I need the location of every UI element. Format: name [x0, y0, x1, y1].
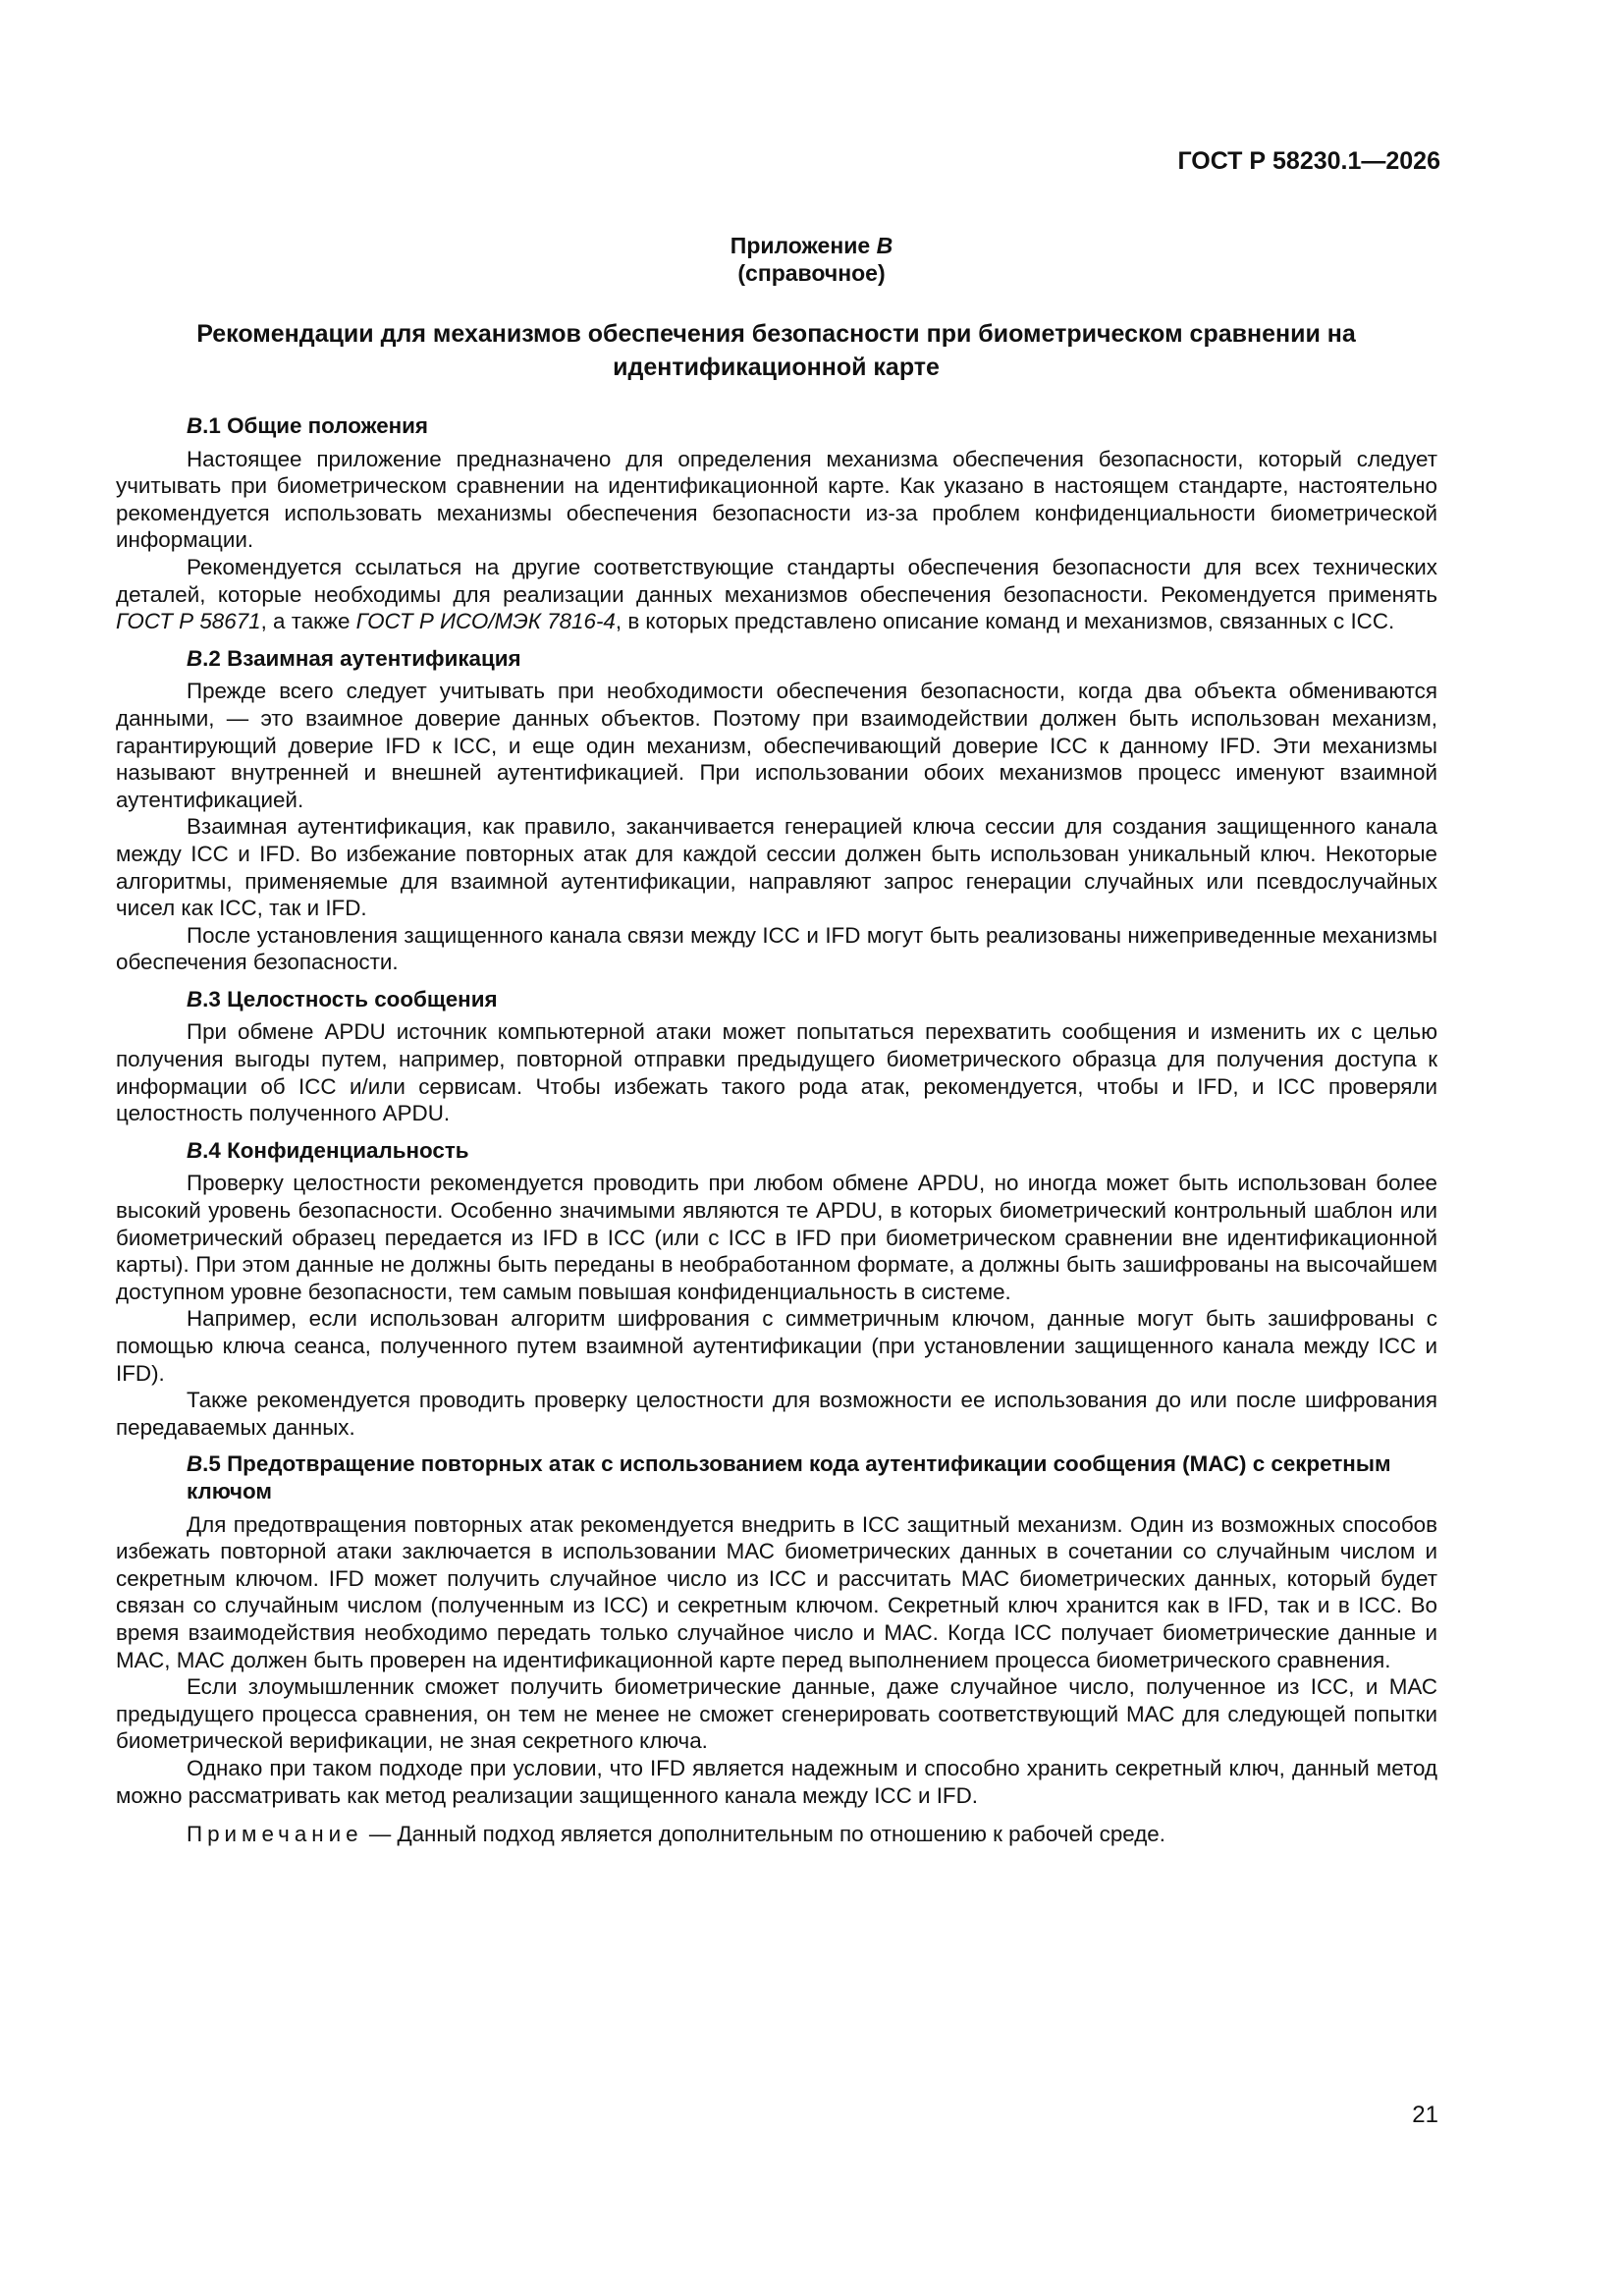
note [116, 1821, 1437, 1848]
note-text: — Данный подход является дополнительным по отношению к рабочей среде. [362, 1822, 1165, 1847]
annex-type: (справочное) [737, 260, 886, 286]
paragraph: При обмене APDU источник компьютерной атаки может попытаться перехватить сообщения и изменить их с целью получения выгоды путем, например, повторной отправки предыдущего биометрического образца для получения доступа к информации об ICC и/или сервисам. Чтобы избежать такого рода атак, рекомендуется, чтобы и IFD, и ICC проверяли целостность полученного APDU. [116, 1019, 1437, 1126]
note-label: Примечание [187, 1822, 363, 1847]
page-number: 21 [1412, 2102, 1438, 2128]
section-heading-b5: B.5 Предотвращение повторных атак с использованием кода аутентификации сообщения (МАС) с секретным ключом [187, 1451, 1391, 1503]
paragraph: Однако при таком подходе при условии, что IFD является надежным и способно хранить секретный ключ, данный метод можно рассматривать как метод реализации защищенного канала между ICC и IFD. [116, 1755, 1437, 1808]
paragraph: Рекомендуется ссылаться на другие соответствующие стандарты обеспечения безопасности для всех технических деталей, которые необходимы для реализации данных механизмов обеспечения безопасности. Рекомендуется применять ГОСТ Р 58671, а также ГОСТ Р ИСО/МЭК 7816-4, в которых представлено описание команд и механизмов, связанных с ICC. [116, 554, 1437, 634]
annex-letter: B [876, 233, 893, 258]
paragraph: Если злоумышленник сможет получить биометрические данные, даже случайное число, полученное из ICC, и МАС предыдущего процесса сравнения, он тем не менее не сможет сгенерировать соответствующий МАС для следующей попытки биометрической верификации, не зная секретного ключа. [116, 1674, 1437, 1754]
standard-reference: ГОСТ Р ИСО/МЭК 7816-4 [355, 609, 616, 634]
annex-label: Приложение B [730, 233, 893, 258]
annex-heading [0, 232, 1623, 287]
section-heading-b2: B.2 Взаимная аутентификация [187, 645, 521, 671]
paragraph: Для предотвращения повторных атак рекомендуется внедрить в ICC защитный механизм. Один из возможных способов избежать повторной атаки заключается в использовании МАС биометрических данных в сочетании со случайным числом и секретным ключом. IFD может получить случайное число из ICC и рассчитать МАС биометрических данных, который будет связан со случайным числом (полученным из ICC) и секретным ключом. Секретный ключ хранится как в IFD, так и в ICC. Во время взаимодействия необходимо передать только случайное число и МАС. Когда ICC получает биометрические данные и МАС, МАС должен быть проверен на идентификационной карте перед выполнением процесса биометрического сравнения. [116, 1511, 1437, 1672]
paragraph: Настоящее приложение предназначено для определения механизма обеспечения безопасности, который следует учитывать при биометрическом сравнении на идентификационной карте. Как указано в настоящем стандарте, настоятельно рекомендуется использовать механизмы обеспечения безопасности из-за проблем конфиденциальности биометрической информации. [116, 446, 1437, 553]
paragraph: Прежде всего следует учитывать при необходимости обеспечения безопасности, когда два объекта обмениваются данными, — это взаимное доверие данных объектов. Поэтому при взаимодействии должен быть использован механизм, гарантирующий доверие IFD к ICC, и еще один механизм, обеспечивающий доверие ICC к данному IFD. Эти механизмы называют внутренней и внешней аутентификацией. При использовании обоих механизмов процесс именуют взаимной аутентификацией. [116, 679, 1437, 812]
section-heading-b3: B.3 Целостность сообщения [187, 986, 498, 1011]
document-code: ГОСТ Р 58230.1—2026 [1177, 147, 1440, 175]
section-heading-b4: B.4 Конфиденциальность [187, 1137, 469, 1163]
standard-reference: ГОСТ Р 58671 [116, 609, 261, 634]
paragraph: Также рекомендуется проводить проверку целостности для возможности ее использования до или после шифрования передаваемых данных. [116, 1388, 1437, 1440]
paragraph: Например, если использован алгоритм шифрования с симметричным ключом, данные могут быть зашифрованы с помощью ключа сеанса, полученного путем взаимной аутентификации (при установлении защищенного канала между ICC и IFD). [116, 1306, 1437, 1386]
paragraph: После установления защищенного канала связи между ICC и IFD могут быть реализованы нижеприведенные механизмы обеспечения безопасности. [116, 922, 1437, 975]
annex-title: Рекомендации для механизмов обеспечения безопасности при биометрическом сравнении на идентификационной карте [196, 320, 1356, 381]
document-body [116, 412, 1437, 1848]
section-heading-b1: B.1 Общие положения [187, 413, 428, 438]
paragraph: Взаимная аутентификация, как правило, заканчивается генерацией ключа сессии для создания защищенного канала между ICC и IFD. Во избежание повторных атак для каждой сессии должен быть использован уникальный ключ. Некоторые алгоритмы, применяемые для взаимной аутентификации, направляют запрос генерации случайных или псевдослучайных чисел как ICC, так и IFD. [116, 814, 1437, 921]
paragraph: Проверку целостности рекомендуется проводить при любом обмене APDU, но иногда может быть использован более высокий уровень безопасности. Особенно значимыми являются те APDU, в которых биометрический контрольный шаблон или биометрический образец передается из IFD в ICC (или с ICC в IFD при биометрическом сравнении вне идентификационной карты). При этом данные не должны быть переданы в необработанном формате, а должны быть зашифрованы на высочайшем доступном уровне безопасности, тем самым повышая конфиденциальность в системе. [116, 1171, 1437, 1304]
